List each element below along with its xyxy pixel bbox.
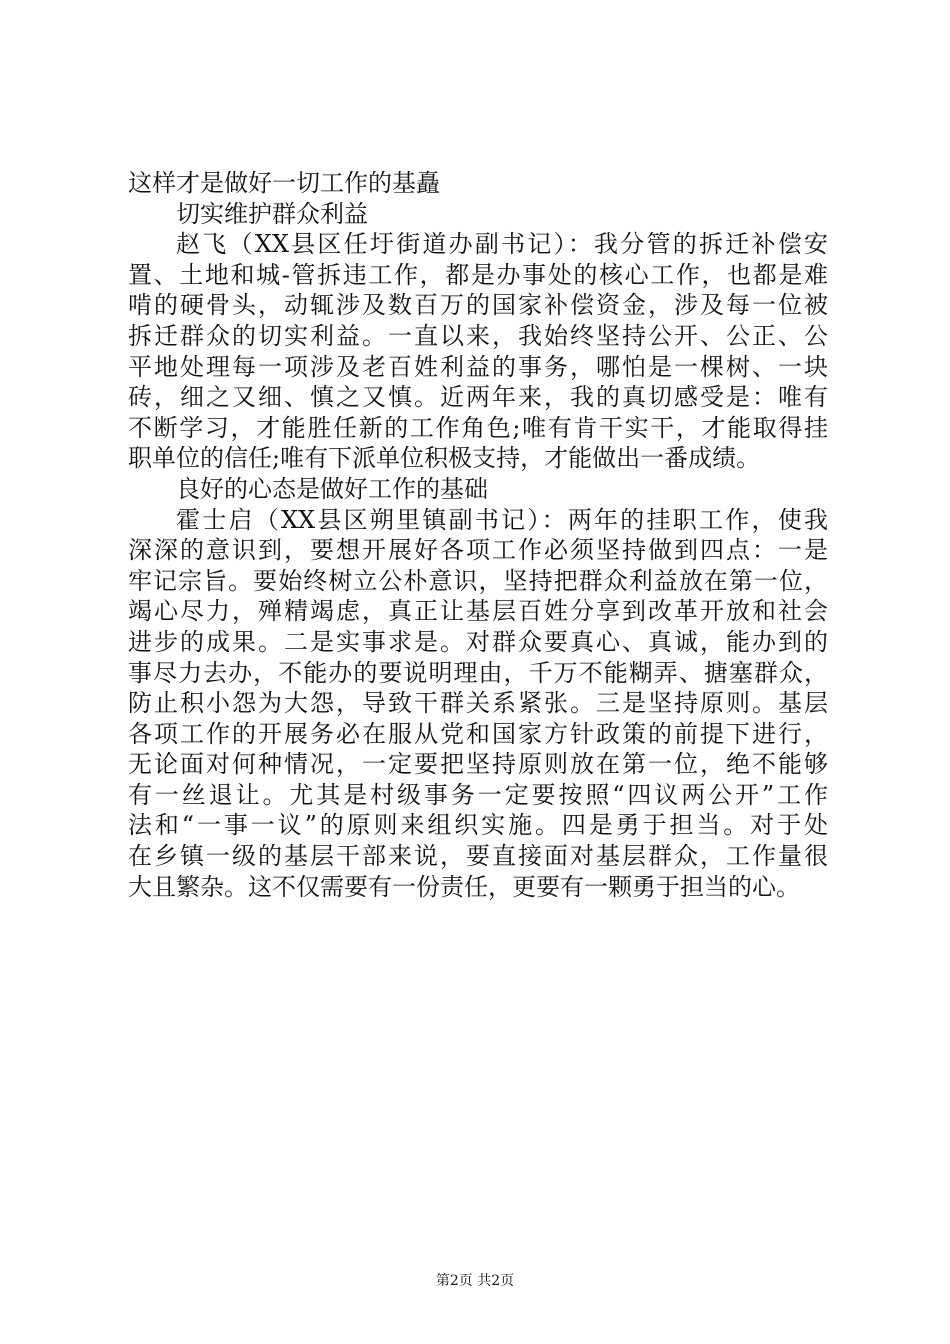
page-footer: 第2页 共2页	[435, 1273, 515, 1289]
document-body	[128, 168, 828, 902]
text-line: 各项工作的开展务必在服从党和国家方针政策的前提下进行，	[128, 719, 828, 748]
text-line: 砖，细之又细、慎之又慎。近两年来，我的真切感受是：唯有	[128, 383, 828, 412]
text-line: 切实维护群众利益	[176, 199, 368, 228]
text-line: 霍士启（XX县区朔里镇副书记）：两年的挂职工作，使我	[176, 505, 828, 534]
text-line: 置、土地和城-管拆违工作，都是办事处的核心工作，也都是难	[128, 260, 828, 289]
text-line: 牢记宗旨。要始终树立公朴意识，坚持把群众利益放在第一位，	[128, 566, 828, 595]
text-line: 无论面对何种情况，一定要把坚持原则放在第一位，绝不能够	[128, 750, 828, 779]
text-line: 良好的心态是做好工作的基础	[176, 474, 488, 503]
text-line: 啃的硬骨头，动辄涉及数百万的国家补偿资金，涉及每一位被	[128, 291, 828, 320]
text-line: 进步的成果。二是实事求是。对群众要真心、真诚，能办到的	[128, 627, 828, 656]
text-line: 有一丝退让。尤其是村级事务一定要按照“四议两公开”工作	[128, 780, 828, 809]
text-line: 深深的意识到，要想开展好各项工作必须坚持做到四点：一是	[128, 536, 828, 565]
text-line: 拆迁群众的切实利益。一直以来，我始终坚持公开、公正、公	[128, 321, 828, 350]
text-line: 事尽力去办，不能办的要说明理由，千万不能糊弄、搪塞群众，	[128, 658, 828, 687]
text-line: 法和“一事一议”的原则来组织实施。四是勇于担当。对于处	[128, 811, 828, 840]
text-line: 防止积小怨为大怨，导致干群关系紧张。三是坚持原则。基层	[128, 689, 828, 718]
text-line: 不断学习，才能胜任新的工作角色;唯有肯干实干，才能取得挂	[128, 413, 828, 442]
text-line: 在乡镇一级的基层干部来说，要直接面对基层群众，工作量很	[128, 842, 828, 871]
text-line: 平地处理每一项涉及老百姓利益的事务，哪怕是一棵树、一块	[128, 352, 828, 381]
text-line: 这样才是做好一切工作的基矗	[128, 169, 440, 197]
text-line: 竭心尽力，殚精竭虑，真正让基层百姓分享到改革开放和社会	[128, 597, 828, 626]
text-line: 赵飞（XX县区任圩街道办副书记）：我分管的拆迁补偿安	[176, 230, 828, 259]
text-line: 大且繁杂。这不仅需要有一份责任，更要有一颗勇于担当的心。	[128, 872, 800, 901]
text-line: 职单位的信任;唯有下派单位积极支持，才能做出一番成绩。	[128, 444, 761, 473]
